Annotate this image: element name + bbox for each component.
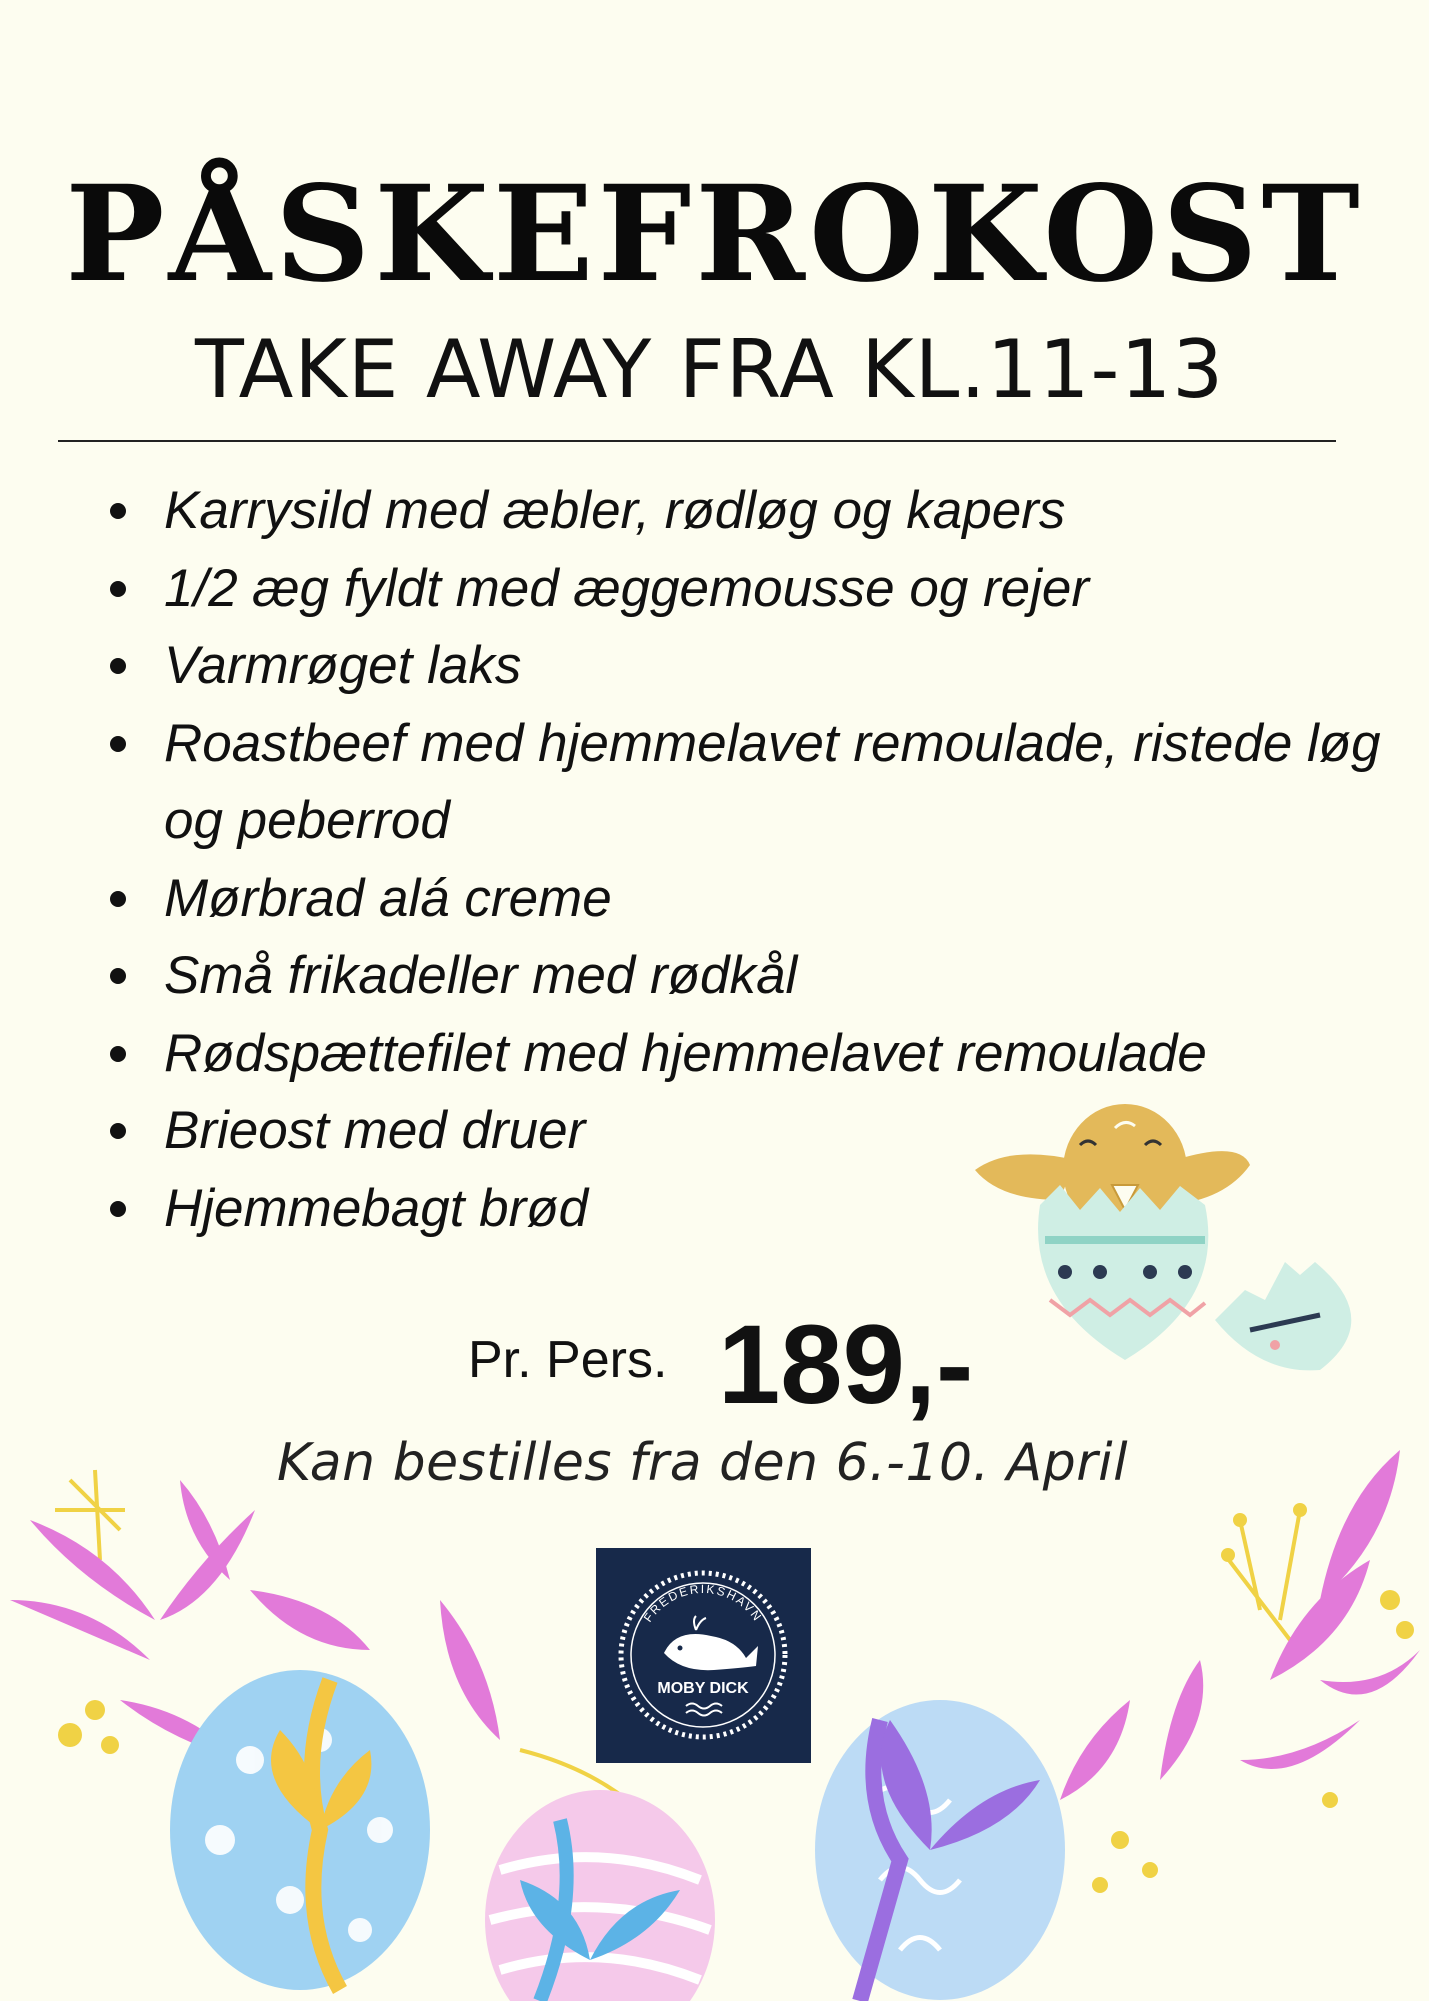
logo-name: MOBY DICK	[657, 1680, 749, 1697]
list-item: Hjemmebagt brød	[164, 1170, 1429, 1248]
logo-top-text: FREDERIKSHAVN	[640, 1581, 766, 1625]
divider	[58, 440, 1336, 442]
list-item: Varmrøget laks	[164, 627, 1429, 705]
moby-dick-logo	[596, 1548, 811, 1763]
list-item: Små frikadeller med rødkål	[164, 937, 1429, 1015]
list-item: Karrysild med æbler, rødløg og kapers	[164, 472, 1429, 550]
list-item: Mørbrad alá creme	[164, 860, 1429, 938]
list-item: Rødspættefilet med hjemmelavet remoulade	[164, 1015, 1429, 1093]
menu-list	[100, 472, 1429, 1247]
list-item: Brieost med druer	[164, 1092, 1429, 1170]
order-note: Kan bestilles fra den 6.-10. April	[276, 1433, 1129, 1493]
page-subtitle: TAKE AWAY FRA KL.11-13	[195, 323, 1225, 416]
whale-icon	[664, 1616, 758, 1670]
list-item: 1/2 æg fyldt med æggemousse og rejer	[164, 550, 1429, 628]
list-item: Roastbeef med hjemmelavet remoulade, ristede løg og peberrod	[164, 705, 1429, 860]
price-value: 189,-	[718, 1302, 974, 1427]
price-label: Pr. Pers.	[468, 1331, 668, 1389]
page-title: PÅSKEFROKOST	[65, 157, 1364, 312]
